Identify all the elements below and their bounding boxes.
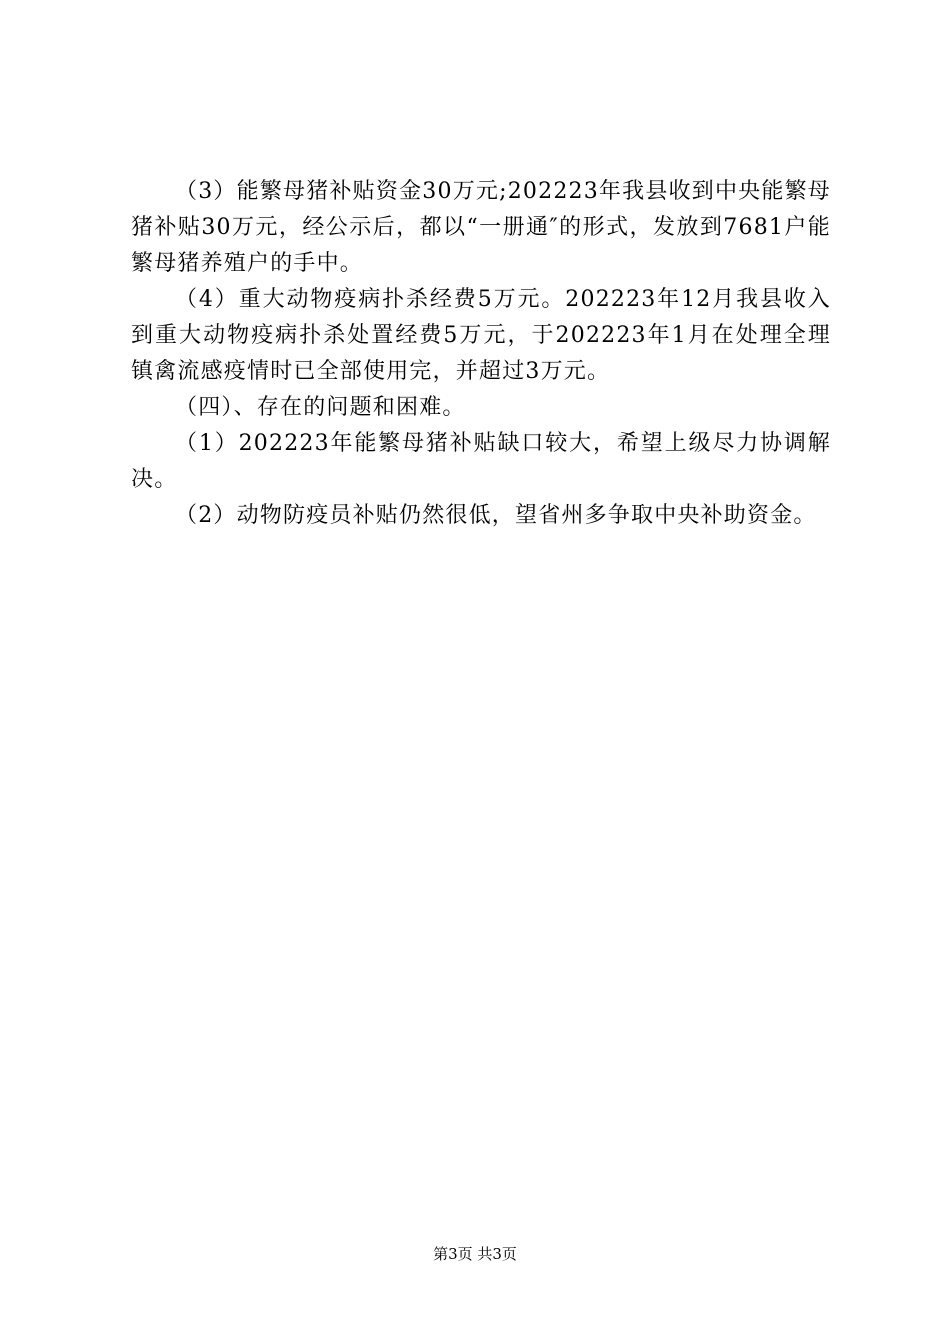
paragraph-problem-1: （1）202223年能繁母猪补贴缺口较大，希望上级尽力协调解决。 [131,431,831,492]
page-footer: 第3页 共3页 [433,1245,517,1263]
paragraph-sow-subsidy: （3）能繁母猪补贴资金30万元;202223年我县收到中央能繁母猪补贴30万元，经公示后，都以“一册通″的形式，发放到7681户能繁母猪养殖户的手中。 [131,179,831,276]
document-body [131,174,831,534]
paragraph-problem-2: （2）动物防疫员补贴仍然很低，望省州多争取中央补助资金。 [175,503,817,528]
section-heading-problems: （四）、存在的问题和困难。 [175,395,466,420]
paragraph-epidemic-culling-funds: （4）重大动物疫病扑杀经费5万元。202223年12月我县收入到重大动物疫病扑杀处置经费5万元，于202223年1月在处理全理镇禽流感疫情时已全部使用完，并超过3万元。 [131,287,831,384]
